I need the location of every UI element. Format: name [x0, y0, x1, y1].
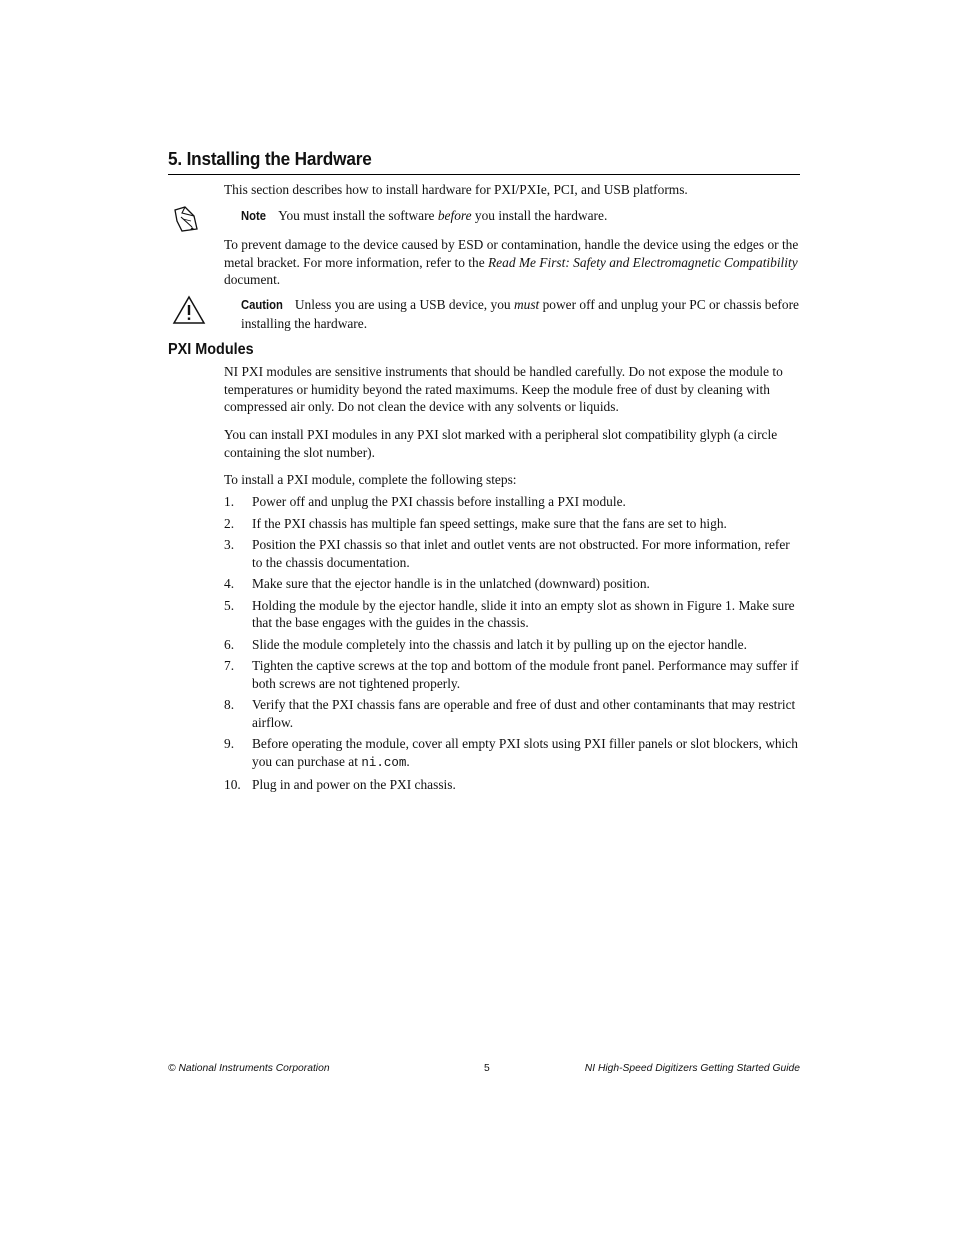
list-item — [224, 636, 802, 654]
list-item — [224, 493, 802, 511]
step-text: Slide the module completely into the chassis and latch it by pulling up on the ejector handle. — [252, 636, 747, 652]
step-number: 6. — [224, 636, 235, 652]
install-steps-list — [224, 493, 802, 794]
step-number: 9. — [224, 736, 235, 751]
step-number: 3. — [224, 537, 235, 552]
esd-paragraph — [224, 236, 802, 289]
list-item — [224, 536, 802, 571]
list-item — [224, 776, 802, 794]
note-label: Note — [241, 209, 267, 223]
steps-intro: To install a PXI module, complete the following steps: — [224, 472, 517, 487]
caution-emphasis: must — [513, 297, 540, 312]
note-emphasis: before — [437, 208, 472, 223]
step-number: 5. — [224, 597, 235, 613]
esd-text-after: document. — [224, 272, 281, 287]
section-title: 5. Installing the Hardware — [168, 148, 372, 169]
list-item — [224, 735, 802, 772]
list-item — [224, 515, 802, 533]
caution-label: Caution — [241, 298, 283, 312]
esd-doc-title: Read Me First: Safety and Electromagnetic Compatibility — [488, 254, 798, 270]
step-number: 7. — [224, 658, 235, 673]
list-item — [224, 597, 802, 632]
pxi-para-1: NI PXI modules are sensitive instruments that should be handled carefully. Do not expose the module to temperatures or humidity beyond the rated maximums. Keep the module free of dust by cleaning with compressed air only. Do not clean the device with any solvents or liquids. — [224, 364, 783, 414]
step-text: Before operating the module, cover all empty PXI slots using PXI filler panels or slot blockers, which you can purchase at — [252, 736, 798, 769]
note-block — [241, 207, 801, 226]
step-number: 4. — [224, 576, 235, 591]
step-text: If the PXI chassis has multiple fan speed settings, make sure that the fans are set to high. — [252, 515, 727, 531]
note-text-before: You must install the software — [278, 208, 438, 223]
caution-text-before: Unless you are using a USB device, you — [294, 297, 514, 312]
step-text: Tighten the captive screws at the top and bottom of the module front panel. Performance may suffer if both screws are not tightened properly. — [252, 658, 799, 691]
caution-text-after: power off and unplug your PC or chassis before installing the hardware. — [241, 297, 799, 331]
step-text: Holding the module by the ejector handle, slide it into an empty slot as shown in Figure 1. Make sure that the base engages with the guides in the chassis. — [252, 597, 795, 630]
footer-copyright: © National Instruments Corporation — [168, 1063, 330, 1074]
pxi-para-2: You can install PXI modules in any PXI slot marked with a peripheral slot compatibility glyph (a circle containing the slot number). — [224, 427, 778, 460]
caution-triangle-icon — [172, 295, 206, 325]
footer-guide-title: NI High-Speed Digitizers Getting Started Guide — [584, 1063, 800, 1074]
note-text-after: you install the hardware. — [471, 208, 608, 223]
list-item — [224, 575, 802, 593]
step-text: Make sure that the ejector handle is in the unlatched (downward) position. — [252, 576, 650, 591]
list-item — [224, 696, 802, 731]
step-text: Power off and unplug the PXI chassis before installing a PXI module. — [252, 494, 626, 509]
step-number: 8. — [224, 697, 235, 712]
list-item — [224, 657, 802, 692]
step-text: Position the PXI chassis so that inlet and outlet vents are not obstructed. For more information, refer to the chassis documentation. — [252, 537, 790, 570]
caution-block — [241, 296, 801, 332]
step-text: Plug in and power on the PXI chassis. — [252, 777, 456, 792]
step-text: Verify that the PXI chassis fans are operable and free of dust and other contaminants that may restrict airflow. — [252, 697, 796, 730]
note-pencil-icon — [172, 205, 204, 233]
esd-text-before: To prevent damage to the device caused by ESD or contamination, handle the device using the edges or the metal bracket. For more information, refer to the — [224, 237, 799, 270]
section-rule — [168, 174, 800, 175]
step-text-after: . — [406, 753, 410, 769]
ni-com-link[interactable]: ni.com — [361, 755, 407, 770]
footer-page-number: 5 — [484, 1063, 490, 1074]
step-number: 10. — [224, 777, 241, 792]
step-number: 1. — [224, 494, 235, 509]
pxi-modules-title: PXI Modules — [168, 341, 254, 358]
section-intro: This section describes how to install hardware for PXI/PXIe, PCI, and USB platforms. — [224, 182, 688, 197]
step-number: 2. — [224, 515, 235, 531]
